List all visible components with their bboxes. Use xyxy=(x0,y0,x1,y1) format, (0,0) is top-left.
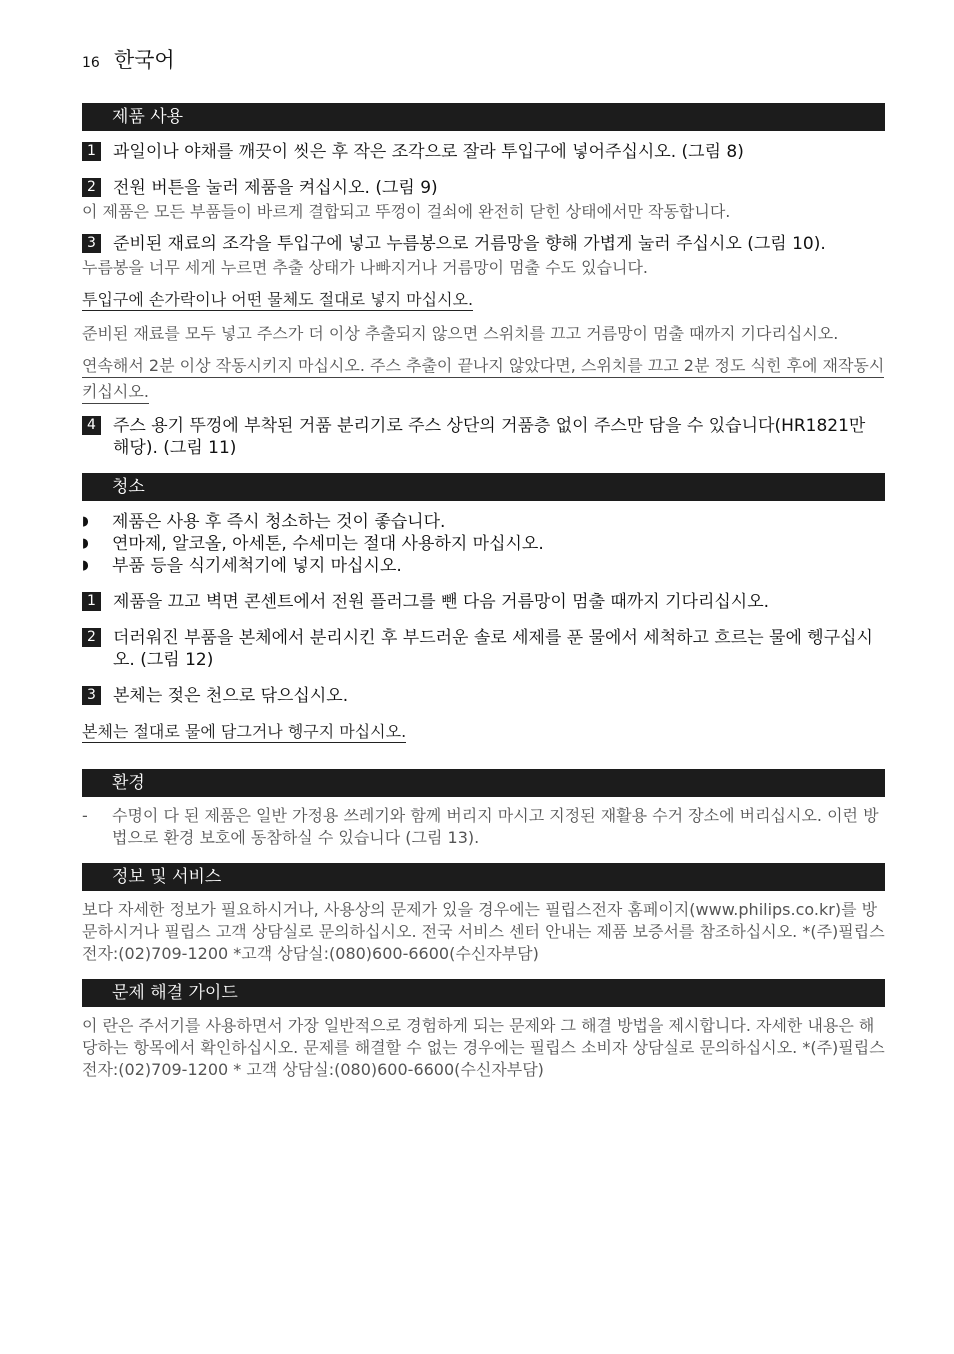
use-step-2 xyxy=(82,177,885,199)
bullet-text: 제품은 사용 후 즉시 청소하는 것이 좋습니다. xyxy=(112,512,446,532)
step-text: 제품을 끄고 벽면 콘센트에서 전원 플러그를 뺀 다음 거름망이 멈출 때까지 기다리십시오. xyxy=(113,592,770,612)
use-step-3 xyxy=(82,233,885,255)
use-warning xyxy=(82,353,885,405)
section-title-cleaning: 청소 xyxy=(82,473,885,501)
dash-icon: - xyxy=(82,806,88,825)
page-language: 한국어 xyxy=(113,48,175,72)
use-step-1 xyxy=(82,141,885,163)
bullet-icon: ◗ xyxy=(82,514,89,529)
cleaning-caution xyxy=(82,721,885,743)
step-number: 2 xyxy=(82,178,101,197)
page-number: 16 xyxy=(82,55,100,71)
list-item xyxy=(82,555,885,577)
step-text: 준비된 재료의 조각을 투입구에 넣고 누름봉으로 거름망을 향해 가볍게 눌러 주십시오 (그림 10). xyxy=(113,234,826,254)
step-text: 전원 버튼을 눌러 제품을 켜십시오. (그림 9) xyxy=(113,178,438,198)
cleaning-bullets xyxy=(82,511,885,577)
bullet-text: 연마제, 알코올, 아세톤, 수세미는 절대 사용하지 마십시오. xyxy=(112,534,544,554)
step-number: 4 xyxy=(82,416,101,435)
caution-text: 투입구에 손가락이나 어떤 물체도 절대로 넣지 마십시오. xyxy=(82,290,474,309)
list-item xyxy=(82,533,885,555)
step-number: 3 xyxy=(82,686,101,705)
section-title-troubleshooting: 문제 해결 가이드 xyxy=(82,979,885,1007)
use-step-2-note: 이 제품은 모든 부품들이 바르게 결합되고 뚜껑이 걸쇠에 완전히 닫힌 상태에서만 작동합니다. xyxy=(82,202,731,221)
bullet-icon: ◗ xyxy=(82,558,89,573)
cleaning-step-2 xyxy=(82,627,885,671)
step-text: 과일이나 야채를 깨끗이 씻은 후 작은 조각으로 잘라 투입구에 넣어주십시오. (그림 8) xyxy=(113,142,744,162)
use-step-3-note: 누름봉을 너무 세게 누르면 추출 상태가 나빠지거나 거름망이 멈출 수도 있습니다. xyxy=(82,258,648,277)
use-note: 준비된 재료를 모두 넣고 주스가 더 이상 추출되지 않으면 스위치를 끄고 거름망이 멈출 때까지 기다리십시오. xyxy=(82,324,839,343)
section-title-service: 정보 및 서비스 xyxy=(82,863,885,891)
use-step-4 xyxy=(82,415,885,459)
list-item xyxy=(82,511,885,533)
step-number: 1 xyxy=(82,592,101,611)
step-text: 주스 용기 뚜껑에 부착된 거품 분리기로 주스 상단의 거품층 없이 주스만 담을 수 있습니다(HR1821만 해당). (그림 11) xyxy=(113,416,866,458)
environment-item xyxy=(82,805,885,849)
step-number: 3 xyxy=(82,234,101,253)
cleaning-step-1 xyxy=(82,591,885,613)
cleaning-step-3 xyxy=(82,685,885,707)
environment-text: 수명이 다 된 제품은 일반 가정용 쓰레기와 함께 버리지 마시고 지정된 재활용 수거 장소에 버리십시오. 이런 방법으로 환경 보호에 동참하실 수 있습니다 (그림 13). xyxy=(112,806,879,847)
bullet-icon: ◗ xyxy=(82,536,89,551)
service-text: 보다 자세한 정보가 필요하시거나, 사용상의 문제가 있을 경우에는 필립스전자 홈페이지(www.philips.co.kr)를 방문하시거나 필립스 고객 상담실로 문의하십시오. 전국 서비스 센터 안내는 제품 보증서를 참조하십시오. *(주)필립스전자:(02)709-1200 *고객 상담실:(080)600-6600(수신자부담) xyxy=(82,900,885,963)
caution-text: 본체는 절대로 물에 담그거나 헹구지 마십시오. xyxy=(82,722,407,741)
step-number: 2 xyxy=(82,628,101,647)
page-header xyxy=(82,44,175,74)
warning-text: 연속해서 2분 이상 작동시키지 마십시오. 주스 추출이 끝나지 않았다면, 스위치를 끄고 2분 정도 식힌 후에 재작동시키십시오. xyxy=(82,356,884,404)
step-text: 본체는 젖은 천으로 닦으십시오. xyxy=(113,686,349,706)
use-caution xyxy=(82,289,885,311)
step-text: 더러워진 부품을 본체에서 분리시킨 후 부드러운 솔로 세제를 푼 물에서 세척하고 흐르는 물에 헹구십시오. (그림 12) xyxy=(113,628,873,670)
page-content xyxy=(82,103,885,1081)
bullet-text: 부품 등을 식기세척기에 넣지 마십시오. xyxy=(112,556,402,576)
troubleshooting-text: 이 란은 주서기를 사용하면서 가장 일반적으로 경험하게 되는 문제와 그 해결 방법을 제시합니다. 자세한 내용은 해당하는 항목에서 확인하십시오. 문제를 해결할 수 없는 경우에는 필립스 소비자 상담실로 문의하십시오. *(주)필립스전자:(02)709-1200 * 고객 상담실:(080)600-6600(수신자부담) xyxy=(82,1016,885,1079)
section-title-use: 제품 사용 xyxy=(82,103,885,131)
step-number: 1 xyxy=(82,142,101,161)
section-title-environment: 환경 xyxy=(82,769,885,797)
